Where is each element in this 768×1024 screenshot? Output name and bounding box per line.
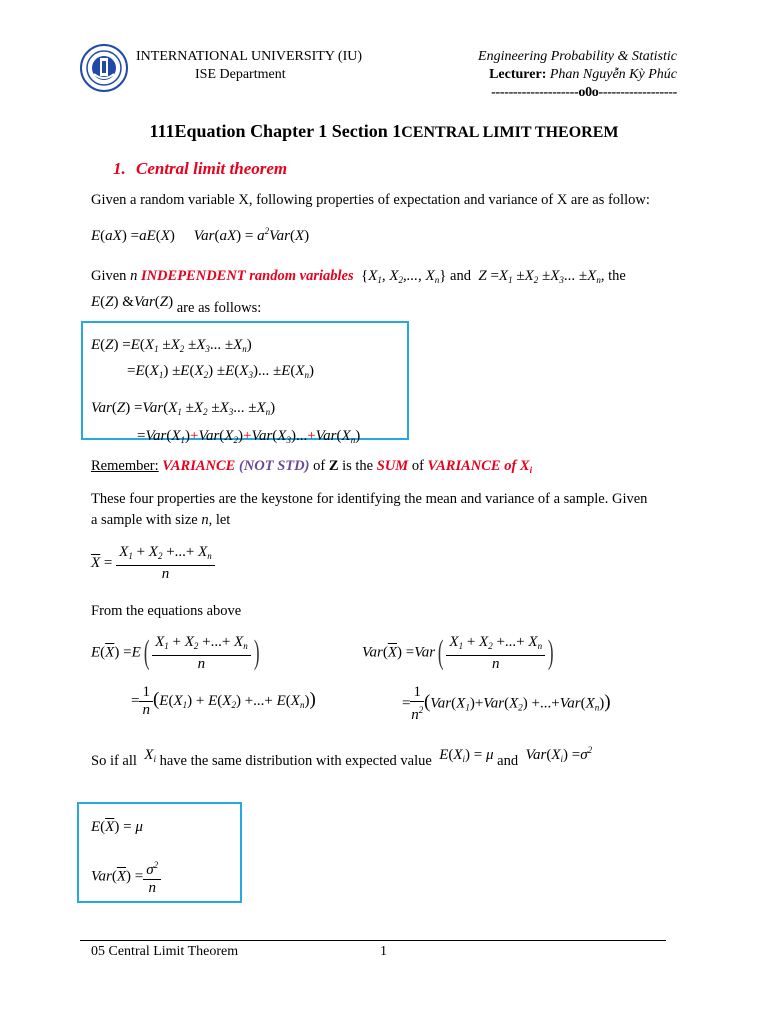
- footer-page-number: 1: [380, 944, 387, 959]
- remember-is-the: is the: [342, 458, 374, 474]
- university-name: INTERNATIONAL UNIVERSITY (IU): [136, 49, 363, 64]
- section-number: 1.: [113, 159, 126, 178]
- university-logo: [80, 44, 128, 92]
- formula-varz-expansion: [91, 396, 360, 452]
- paragraph-so-if-all: [91, 740, 691, 770]
- paragraph-independent: [91, 266, 691, 291]
- formula-var-xbar: $Var(\overline{X}) =Var$( $\frac{X_1 + X_2 +...+ X_n}{n}$ ): [362, 633, 554, 672]
- formula-var-xi-sigma: $Var(X_i) =\sigma^2$: [521, 745, 593, 764]
- lecturer-name: Phan Nguyễn Kỳ Phúc: [549, 67, 677, 82]
- p3-line2: [91, 510, 691, 531]
- p2-the: , the: [600, 268, 626, 284]
- remember-of2: of: [411, 458, 424, 474]
- formula-z-definition: $Z =X_1 \pm X_2 \pm X_3$... $\pm X_n$: [474, 268, 601, 285]
- remember-variance: VARIANCE: [162, 458, 236, 474]
- course-name: Engineering Probability & Statistic: [478, 49, 677, 64]
- title-main: CENTRAL LIMIT THEOREM: [401, 124, 619, 141]
- formula-sample-mean: $\overline{X}$ = $\frac{X_1 + X_2 +...+ X_n}{n}$: [91, 544, 215, 583]
- lecturer-line: [489, 66, 677, 84]
- remember-sum: SUM: [376, 458, 409, 474]
- p2-n: n: [130, 268, 138, 284]
- p2-independent: INDEPENDENT random variables: [140, 268, 354, 284]
- remember-variance-of: VARIANCE of X: [427, 458, 530, 474]
- section-heading: [113, 159, 287, 179]
- p3-line1: These four properties are the keystone for identifying the mean and variance of a sample. Given: [91, 491, 648, 507]
- p3-line2b: , let: [208, 512, 231, 528]
- section-title: Central limit theorem: [136, 159, 288, 178]
- p2-given: Given: [91, 268, 127, 284]
- formula-var-xbar-result: = $\frac{1}{n^2}$ $(Var(X_1)+Var(X_2) +...+Var(X_n))$: [402, 684, 611, 723]
- formula-e-xbar: $E(\overline{X}) =E$( $\frac{X_1 + X_2 +...+ X_n}{n}$ ): [91, 633, 260, 672]
- logo-seal-icon: [80, 44, 128, 92]
- p5-and: and: [497, 753, 519, 769]
- p2-follows: are as follows:: [176, 300, 262, 316]
- p2-and: and: [450, 268, 471, 284]
- formula-ez-line1: $E(Z) =E(X_1 \pm X_2 \pm X_3$... $\pm X_n$): [91, 337, 252, 354]
- footer-rule: [80, 940, 666, 941]
- department-name: ISE Department: [195, 67, 286, 82]
- p3-line2a: a sample with size: [91, 512, 198, 528]
- p5-so-if-all: So if all: [91, 753, 137, 769]
- formula-e-xbar-result: = $\frac{1}{n}$ ($E(X_1) + E(X_2)$ +...+ $E(X_n)$): [131, 684, 316, 718]
- p5-same-distribution: have the same distribution with expected value: [159, 753, 432, 769]
- formula-varz-line1: $Var(Z) =Var(X_1 \pm X_2 \pm X_3$... $\pm X_n$): [91, 400, 276, 417]
- formula-ez-varz: E(Z) &Var(Z): [91, 294, 174, 310]
- header-separator: --------------------o0o------------------: [491, 85, 677, 100]
- formula-xi: $X_i$: [140, 747, 156, 764]
- paragraph-from-equations: From the equations above: [91, 603, 242, 619]
- formula-set-x: {$X_1$, $X_2$,..., $X_n$}: [361, 268, 447, 285]
- paragraph-ez-varz: [91, 292, 262, 316]
- title-prefix: 111Equation Chapter 1 Section 1: [149, 121, 402, 141]
- formula-e-xbar-mu: $E(\overline{X}) = \mu$: [91, 819, 143, 835]
- page-title: [0, 121, 768, 142]
- formula-basic-properties: E(aX) =aE(X) $Var(aX) = a^2Var(X)$: [91, 226, 310, 244]
- paragraph-intro: Given a random variable X, following properties of expectation and variance of X are as follow:: [91, 192, 650, 208]
- remember-of: of: [313, 458, 326, 474]
- remember-not-std: (NOT STD): [238, 458, 310, 474]
- formula-ez-expansion: [91, 334, 314, 386]
- formula-varz-line2: $=Var(X_1)+Var(X_2)+Var(X_3)...+Var(X_n)$: [137, 428, 361, 445]
- formula-ez-line2: $=E(X_1) \pm E(X_2) \pm E(X_3)$... $\pm E(X_n)$: [127, 363, 315, 380]
- remember-subscript-i: i: [529, 465, 533, 475]
- remember-z: Z: [328, 458, 339, 474]
- lecturer-label: Lecturer:: [489, 67, 547, 82]
- remember-label: Remember:: [91, 458, 159, 474]
- formula-var-xbar-sigma: $Var(\overline{X})$ = $\frac{\sigma^2}{n}$: [91, 857, 161, 897]
- paragraph-keystone: [91, 489, 691, 531]
- formula-e-xi-mu: $E(X_i) = \mu$: [435, 747, 494, 764]
- p3-n: n: [201, 512, 209, 528]
- footer-chapter: 05 Central Limit Theorem: [91, 944, 239, 959]
- remember-note: [91, 456, 532, 481]
